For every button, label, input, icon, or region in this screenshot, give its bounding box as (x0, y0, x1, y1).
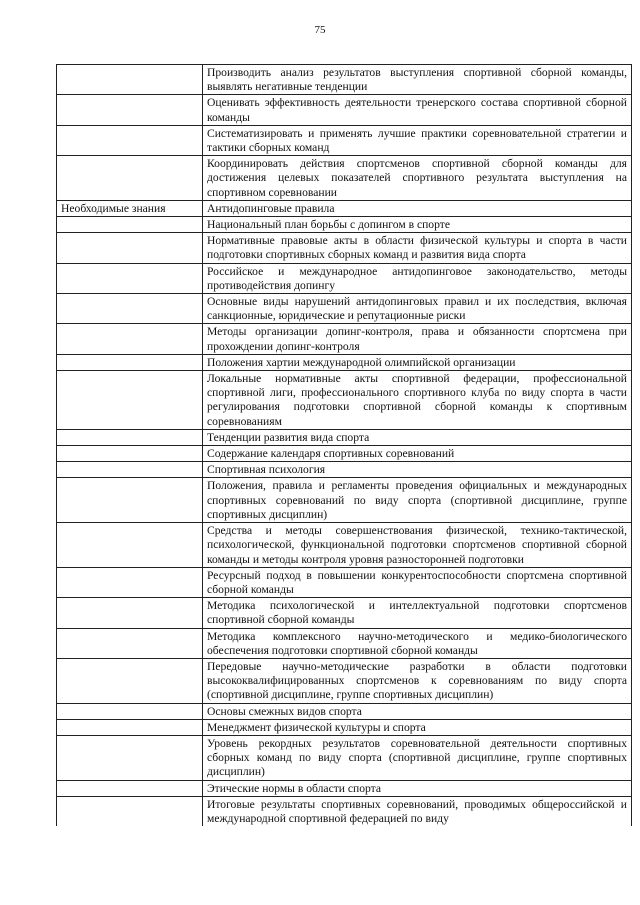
table-row (57, 200, 632, 216)
table-row (57, 294, 632, 324)
label-cell-empty (57, 523, 203, 568)
knowledge-item: Основы смежных видов спорта (203, 703, 632, 719)
label-cell-empty (57, 478, 203, 523)
table-row (57, 523, 632, 568)
knowledge-item: Тенденции развития вида спорта (203, 429, 632, 445)
knowledge-item: Методы организации допинг-контроля, права и обязанности спортсмена при прохождении допинг-контроля (203, 324, 632, 354)
label-cell-empty (57, 567, 203, 597)
knowledge-item: Методика комплексного научно-методического и медико-биологического обеспечения подготовки спортивной сборной команды (203, 628, 632, 658)
knowledge-item: Спортивная психология (203, 462, 632, 478)
table-row (57, 65, 632, 95)
table-row (57, 446, 632, 462)
label-cell-empty (57, 796, 203, 826)
knowledge-item: Антидопинговые правила (203, 200, 632, 216)
knowledge-item: Национальный план борьбы с допингом в спорте (203, 217, 632, 233)
skill-item: Производить анализ результатов выступления спортивной сборной команды, выявлять негативные тенденции (203, 65, 632, 95)
label-cell-empty (57, 703, 203, 719)
knowledge-item: Положения, правила и регламенты проведения официальных и международных спортивных соревнований по виду спорта (спортивной дисциплине, группе спортивных дисциплин) (203, 478, 632, 523)
competency-table (56, 64, 632, 826)
label-cell-empty (57, 462, 203, 478)
table-row (57, 703, 632, 719)
label-cell-empty (57, 719, 203, 735)
table-row (57, 735, 632, 780)
knowledge-label: Необходимые знания (57, 200, 203, 216)
table-row (57, 598, 632, 628)
table-row (57, 462, 632, 478)
label-cell-empty (57, 233, 203, 263)
knowledge-item: Итоговые результаты спортивных соревнований, проводимых общероссийской и международной спортивной федерацией по виду (203, 796, 632, 826)
table-row (57, 354, 632, 370)
knowledge-item: Нормативные правовые акты в области физической культуры и спорта в части подготовки спортивных сборных команд и развития вида спорта (203, 233, 632, 263)
table-row (57, 429, 632, 445)
skill-item: Координировать действия спортсменов спортивной сборной команды для достижения целевых показателей спортивного результата выступления на спортивном соревновании (203, 156, 632, 201)
table-row (57, 125, 632, 155)
knowledge-item: Основные виды нарушений антидопинговых правил и их последствия, включая санкционные, юридические и репутационные риски (203, 294, 632, 324)
knowledge-item: Передовые научно-методические разработки в области подготовки высококвалифицированных спортсменов к соревнованиям по виду спорта (спортивной дисциплине, группе спортивных дисциплин) (203, 658, 632, 703)
knowledge-item: Положения хартии международной олимпийской организации (203, 354, 632, 370)
label-cell-empty (57, 263, 203, 293)
knowledge-item: Методика психологической и интеллектуальной подготовки спортсменов спортивной сборной команды (203, 598, 632, 628)
table-row (57, 719, 632, 735)
label-cell-empty (57, 125, 203, 155)
table-row (57, 95, 632, 125)
knowledge-item: Российское и международное антидопинговое законодательство, методы противодействия допингу (203, 263, 632, 293)
page-number: 75 (314, 24, 326, 36)
knowledge-item: Менеджмент физической культуры и спорта (203, 719, 632, 735)
table-row (57, 324, 632, 354)
table-row (57, 567, 632, 597)
table-row (57, 371, 632, 430)
table-row (57, 796, 632, 826)
table-row (57, 217, 632, 233)
table-row (57, 156, 632, 201)
knowledge-item: Уровень рекордных результатов соревновательной деятельности спортивных сборных команд по виду спорта (спортивной дисциплине, группе спортивных дисциплин) (203, 735, 632, 780)
label-cell-empty (57, 65, 203, 95)
label-cell-empty (57, 735, 203, 780)
label-cell-empty (57, 658, 203, 703)
label-cell-empty (57, 371, 203, 430)
knowledge-item: Ресурсный подход в повышении конкурентоспособности спортсмена спортивной сборной команды (203, 567, 632, 597)
label-cell-empty (57, 156, 203, 201)
table-row (57, 780, 632, 796)
label-cell-empty (57, 628, 203, 658)
knowledge-item: Средства и методы совершенствования физической, технико-тактической, психологической, функциональной подготовки спортсменов спортивной сборной команды и методы контроля уровня разносторонней подготовки (203, 523, 632, 568)
label-cell-empty (57, 429, 203, 445)
skill-item: Оценивать эффективность деятельности тренерского состава спортивной сборной команды (203, 95, 632, 125)
label-cell-empty (57, 95, 203, 125)
knowledge-item: Этические нормы в области спорта (203, 780, 632, 796)
label-cell-empty (57, 598, 203, 628)
table-row (57, 628, 632, 658)
label-cell-empty (57, 217, 203, 233)
label-cell-empty (57, 780, 203, 796)
label-cell-empty (57, 294, 203, 324)
table-row (57, 263, 632, 293)
knowledge-item: Локальные нормативные акты спортивной федерации, профессиональной спортивной лиги, профессионального спортивного клуба по виду спорта в части регулирования подготовки спортивной сборной команды к спортивным соревнованиям (203, 371, 632, 430)
label-cell-empty (57, 324, 203, 354)
table-row (57, 478, 632, 523)
knowledge-item: Содержание календаря спортивных соревнований (203, 446, 632, 462)
table-row (57, 233, 632, 263)
label-cell-empty (57, 354, 203, 370)
table-row (57, 658, 632, 703)
skill-item: Систематизировать и применять лучшие практики соревновательной стратегии и тактики сборных команд (203, 125, 632, 155)
label-cell-empty (57, 446, 203, 462)
